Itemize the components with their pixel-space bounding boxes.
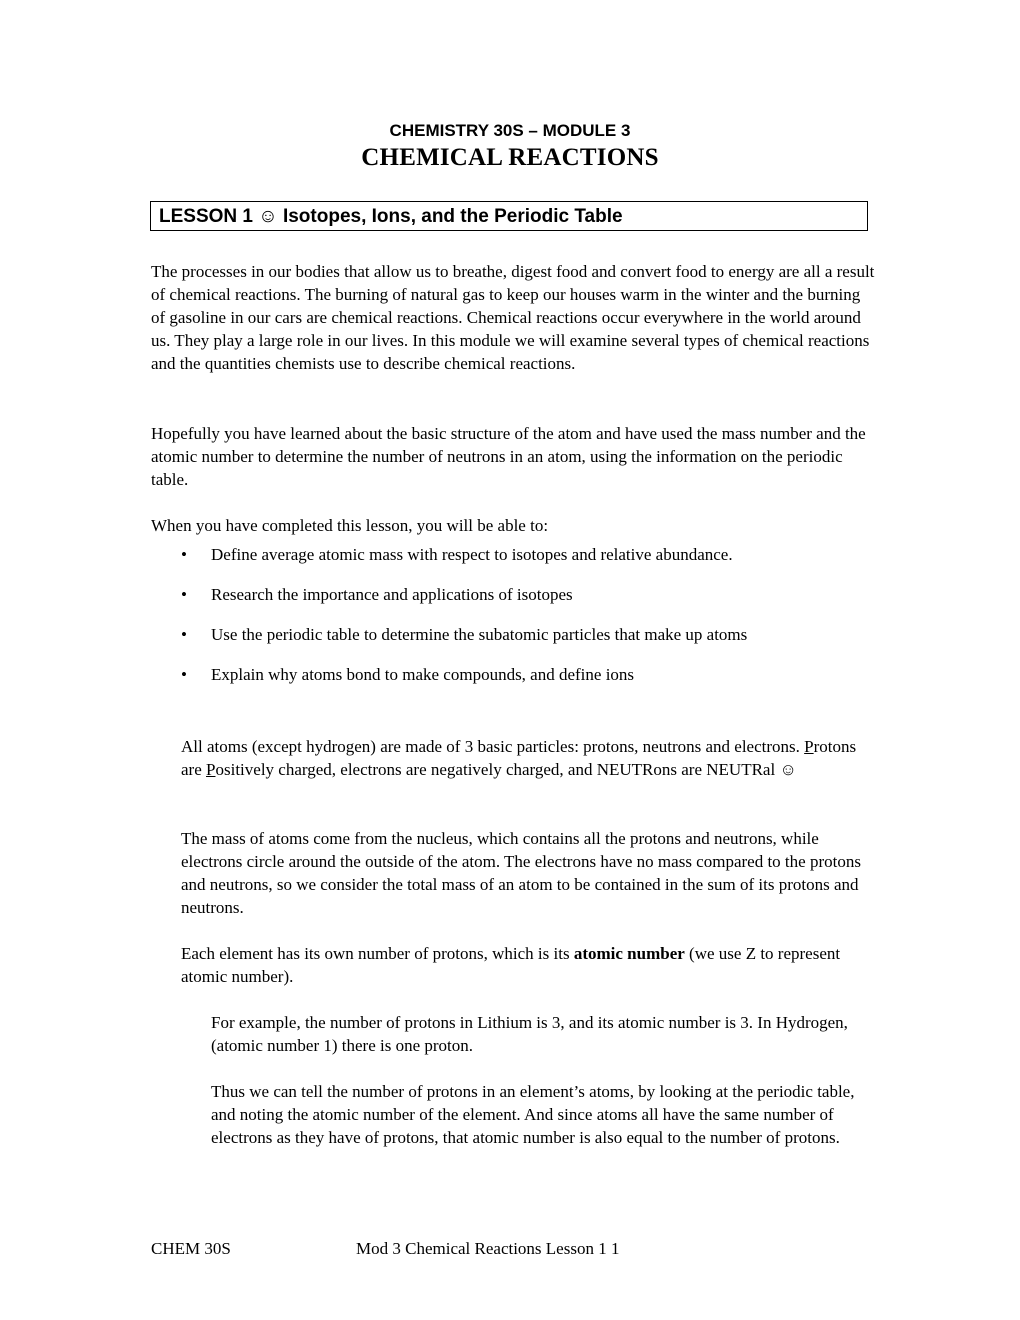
example-paragraph: For example, the number of protons in Lithium is 3, and its atomic number is 3. In Hydrogen, (atomic number 1) there is one proton. <box>211 1013 848 1055</box>
particles-text-c: ositively charged, electrons are negatively charged, and NEUTRons are NEUTRal <box>215 760 780 779</box>
objective-text: Research the importance and applications of isotopes <box>211 585 573 604</box>
intro-paragraph-1: The processes in our bodies that allow us to breathe, digest food and convert food to energy are all a result of chemical reactions. The burning of natural gas to keep our houses warm in the winter and the burning of gasoline in our cars are chemical reactions. Chemical reactions occur everywhere in the world around us. They play a large role in our lives. In this module we will examine several types of chemical reactions and the quantities chemists use to describe chemical reactions. <box>151 262 875 373</box>
underlined-p-2: P <box>206 760 216 779</box>
lesson-number: LESSON 1 <box>159 206 253 227</box>
intro-paragraph-2: Hopefully you have learned about the basic structure of the atom and have used the mass number and the atomic number to determine the number of neutrons in an atom, using the information on the periodic table. <box>151 424 866 489</box>
particles-text-a: All atoms (except hydrogen) are made of 3 basic particles: protons, neutrons and electrons. <box>181 737 805 756</box>
smiley-icon: ☺ <box>258 206 278 227</box>
footer-course: CHEM 30S <box>151 1239 231 1258</box>
smiley-icon: ☺ <box>779 760 797 779</box>
objectives-list <box>151 543 871 703</box>
module-title: CHEMICAL REACTIONS <box>361 144 659 171</box>
thus-paragraph: Thus we can tell the number of protons in an element’s atoms, by looking at the periodic table, and noting the atomic number of the element. And since atoms all have the same number of electrons as they have of protons, that atomic number is also equal to the number of protons. <box>211 1082 855 1147</box>
objective-text: Define average atomic mass with respect to isotopes and relative abundance. <box>211 545 733 564</box>
list-item <box>151 623 871 646</box>
particles-text-b: rotons are <box>181 737 857 779</box>
particles-paragraph <box>181 735 876 781</box>
lesson-heading-box <box>150 201 868 231</box>
list-item <box>151 583 871 606</box>
list-item <box>151 663 871 686</box>
bullet-icon: • <box>181 625 187 644</box>
atomic-text-a: Each element has its own number of protons, which is its <box>181 944 574 963</box>
bullet-icon: • <box>181 585 187 604</box>
mass-paragraph: The mass of atoms come from the nucleus, which contains all the protons and neutrons, while electrons circle around the outside of the atom. The electrons have no mass compared to the protons and neutrons, so we consider the total mass of an atom to be contained in the sum of its protons and neutrons. <box>181 829 861 917</box>
underlined-p: P <box>804 737 814 756</box>
course-title: CHEMISTRY 30S – MODULE 3 <box>389 121 631 140</box>
footer-page-info: Mod 3 Chemical Reactions Lesson 1 1 <box>356 1239 620 1258</box>
objectives-intro: When you have completed this lesson, you will be able to: <box>151 516 549 535</box>
list-item <box>151 543 871 566</box>
atomic-text-b: (we use Z to represent atomic number). <box>181 944 841 986</box>
bullet-icon: • <box>181 545 187 564</box>
atomic-number-term: atomic number <box>573 944 685 963</box>
objective-text: Use the periodic table to determine the subatomic particles that make up atoms <box>211 625 748 644</box>
atomic-number-paragraph <box>181 942 876 988</box>
objective-text: Explain why atoms bond to make compounds, and define ions <box>211 665 635 684</box>
lesson-title: Isotopes, Ions, and the Periodic Table <box>282 206 623 227</box>
bullet-icon: • <box>181 665 187 684</box>
